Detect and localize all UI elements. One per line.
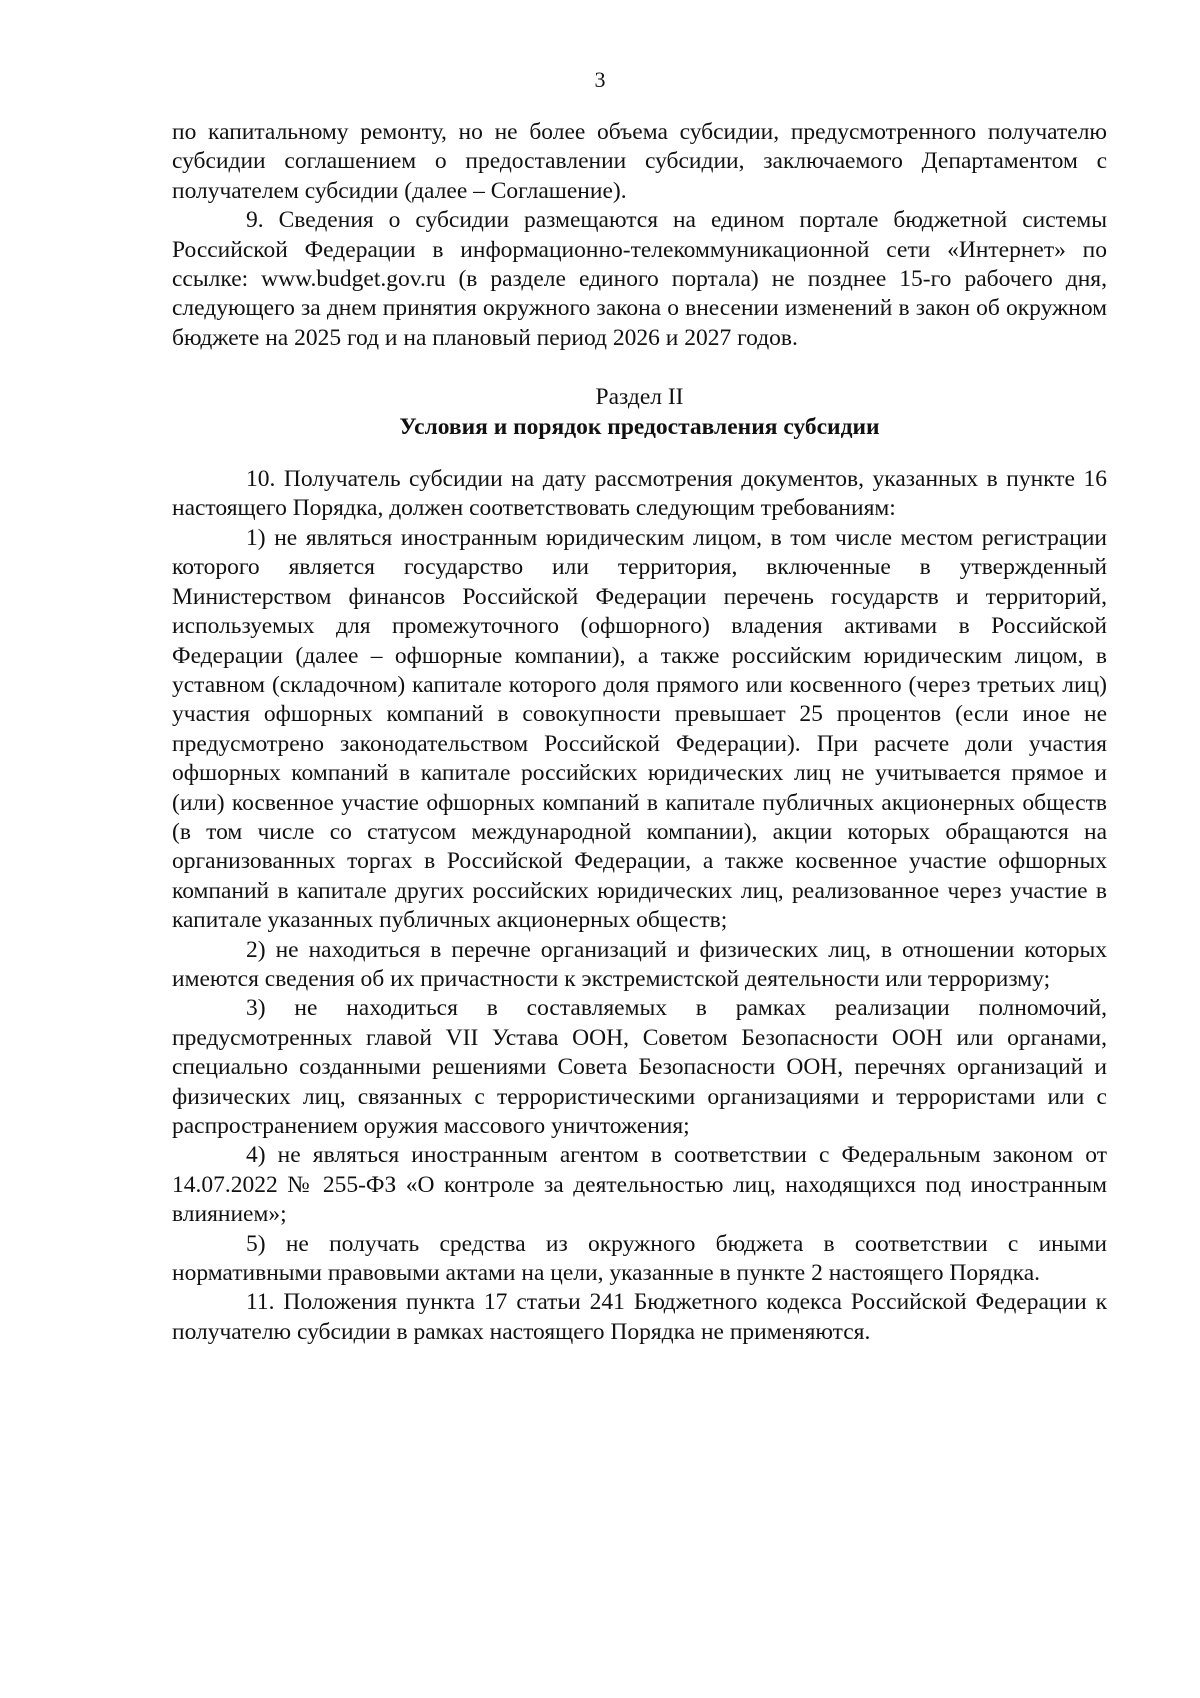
paragraph-item-10: 10. Получатель субсидии на дату рассмотрения документов, указанных в пункте 16 настоящего Порядка, должен соответствовать следующим требованиям: <box>172 466 1107 522</box>
paragraph-continuation: по капитальному ремонту, но не более объема субсидии, предусмотренного получателю субсидии соглашением о предоставлении субсидии, заключаемого Департаментом с получателем субсидии (далее – Соглашение). <box>172 119 1107 204</box>
section-label: Раздел II <box>595 384 684 411</box>
section-title: Условия и порядок предоставления субсидии <box>399 413 880 440</box>
section-heading <box>172 383 1107 442</box>
document-body <box>172 118 1107 1347</box>
paragraph-subitem-1: 1) не являться иностранным юридическим лицом, в том числе местом регистрации которого является государство или территория, включенные в утвержденный Министерством финансов Российской Федерации перечень государств и территорий, используемых для промежуточного (офшорного) владения активами в Российской Федерации (далее – офшорные компании), а также российским юридическим лицом, в уставном (складочном) капитале которого доля прямого или косвенного (через третьих лиц) участия офшорных компаний в совокупности превышает 25 процентов (если иное не предусмотрено законодательством Российской Федерации). При расчете доли участия офшорных компаний в капитале российских юридических лиц не учитывается прямое и (или) косвенное участие офшорных компаний в капитале публичных акционерных обществ (в том числе со статусом международной компании), акции которых обращаются на организованных торгах в Российской Федерации, а также косвенное участие офшорных компаний в капитале других российских юридических лиц, реализованное через участие в капитале указанных публичных акционерных обществ; <box>172 524 1107 934</box>
paragraph-item-11: 11. Положения пункта 17 статьи 241 Бюджетного кодекса Российской Федерации к получателю субсидии в рамках настоящего Порядка не применяются. <box>172 1289 1107 1345</box>
paragraph-subitem-3: 3) не находиться в составляемых в рамках реализации полномочий, предусмотренных главой VII Устава ООН, Советом Безопасности ООН или органами, специально созданными решениями Совета Безопасности ООН, перечнях организаций и физических лиц, связанных с террористическими организациями и террористами или с распространением оружия массового уничтожения; <box>172 995 1107 1139</box>
paragraph-subitem-4: 4) не являться иностранным агентом в соответствии с Федеральным законом от 14.07.2022 № 255-ФЗ «О контроле за деятельностью лиц, находящихся под иностранным влиянием»; <box>172 1142 1107 1228</box>
paragraph-subitem-2: 2) не находиться в перечне организаций и физических лиц, в отношении которых имеются сведения об их причастности к экстремистской деятельности или терроризму; <box>172 936 1107 992</box>
paragraph-subitem-5: 5) не получать средства из окружного бюджета в соответствии с иными нормативными правовыми актами на цели, указанные в пункте 2 настоящего Порядка. <box>172 1230 1107 1287</box>
page-number: 3 <box>594 67 606 92</box>
paragraph-item-9: 9. Сведения о субсидии размещаются на едином портале бюджетной системы Российской Федерации в информационно-телекоммуникационной сети «Интернет» по ссылке: www.budget.gov.ru (в разделе единого портала) не позднее 15-го рабочего дня, следующего за днем принятия окружного закона о внесении изменений в закон об окружном бюджете на 2025 год и на плановый период 2026 и 2027 годов. <box>172 207 1107 351</box>
